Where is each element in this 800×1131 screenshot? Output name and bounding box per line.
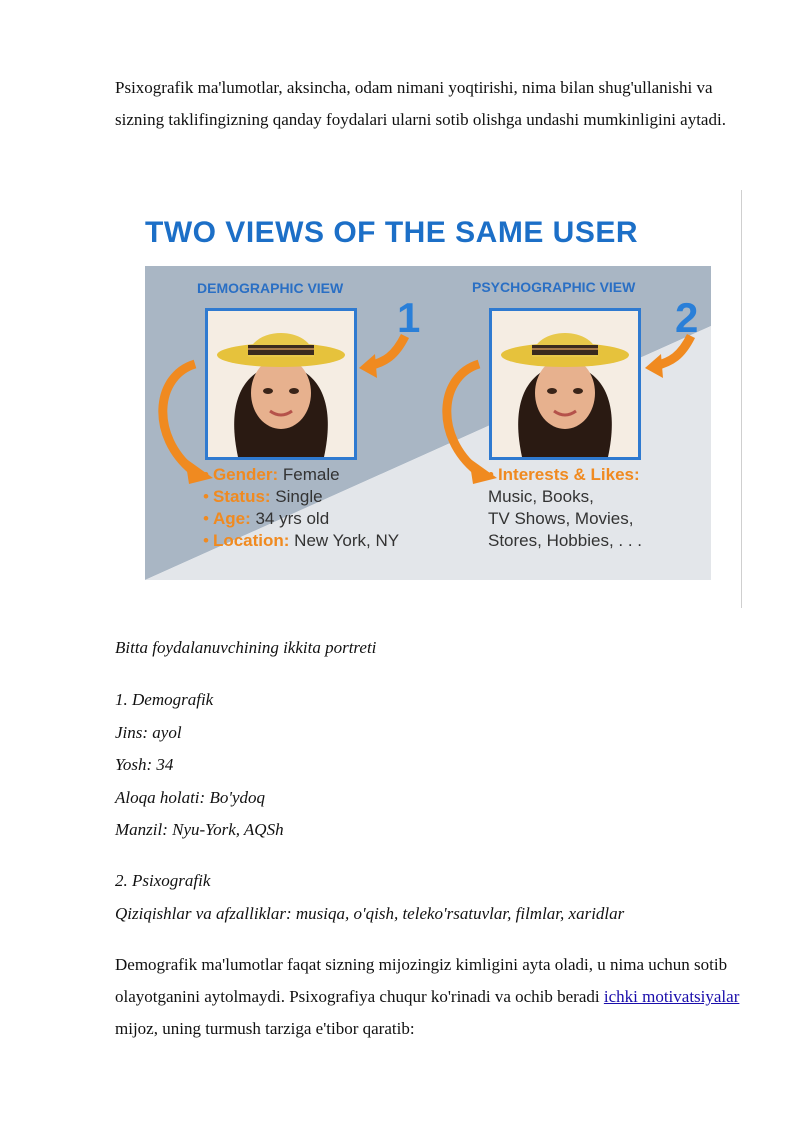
view-number-1: 1	[397, 294, 421, 341]
closing-paragraph: Demografik ma'lumotlar faqat sizning mijozingiz kimligini ayta oladi, u nima uchun sotib olayotganini aytolmaydi. Psixografiya chuqur ko'rinadi va ochib beradi ichki motivatsiyalar mijoz, uning turmush tarziga e'tibor qaratib:	[115, 955, 740, 1038]
psychographic-section	[115, 865, 755, 930]
figure-border	[741, 190, 742, 608]
psychographic-heading: 2. Psixografik	[115, 871, 211, 890]
interests-line: Stores, Hobbies, . . .	[488, 531, 643, 550]
demographic-line: Aloqa holati: Bo'ydoq	[115, 787, 266, 807]
figure-panel	[145, 266, 711, 580]
user-photo-psychographic	[489, 308, 641, 460]
psychographic-view-label: PSYCHOGRAPHIC VIEW	[472, 279, 636, 295]
view-number-2: 2	[675, 294, 699, 341]
internal-motivations-link[interactable]: ichki motivatsiyalar	[603, 987, 740, 1006]
attribute-age: • Age: 34 yrs old	[203, 509, 330, 528]
attribute-status: • Status: Single	[203, 487, 323, 506]
figure-caption: Bitta foydalanuvchining ikkita portreti	[115, 638, 377, 657]
user-photo-demographic	[205, 308, 357, 460]
demographic-line: Manzil: Nyu-York, AQSh	[115, 820, 284, 839]
psychographic-line: Qiziqishlar va afzalliklar: musiqa, o'qish, teleko'rsatuvlar, filmlar, xaridlar	[115, 903, 625, 923]
figure-title: TWO VIEWS OF THE SAME USER	[145, 216, 639, 249]
demographic-line: Yosh: 34	[115, 755, 174, 774]
demographic-view-label: DEMOGRAPHIC VIEW	[197, 280, 344, 296]
two-views-figure	[115, 190, 743, 610]
demographic-section	[115, 684, 755, 847]
psychographic-attributes	[488, 464, 642, 552]
demographic-heading: 1. Demografik	[115, 690, 214, 709]
intro-paragraph: Psixografik ma'lumotlar, aksincha, odam nimani yoqtirishi, nima bilan shug'ullanishi va sizning taklifingizning qanday foydalari ularni sotib olishga undashi mumkinligini aytadi.	[115, 78, 726, 129]
arrow-into-photo-2	[641, 326, 701, 386]
attribute-interests: • Interests & Likes:	[488, 465, 640, 484]
interests-line: TV Shows, Movies,	[488, 509, 634, 528]
interests-line: Music, Books,	[488, 487, 594, 506]
attribute-gender: • Gender: Female	[203, 465, 340, 484]
demographic-line: Jins: ayol	[115, 722, 182, 742]
attribute-location: • Location: New York, NY	[203, 531, 400, 550]
demographic-attributes	[203, 464, 399, 552]
arrow-into-photo-1	[355, 326, 415, 386]
